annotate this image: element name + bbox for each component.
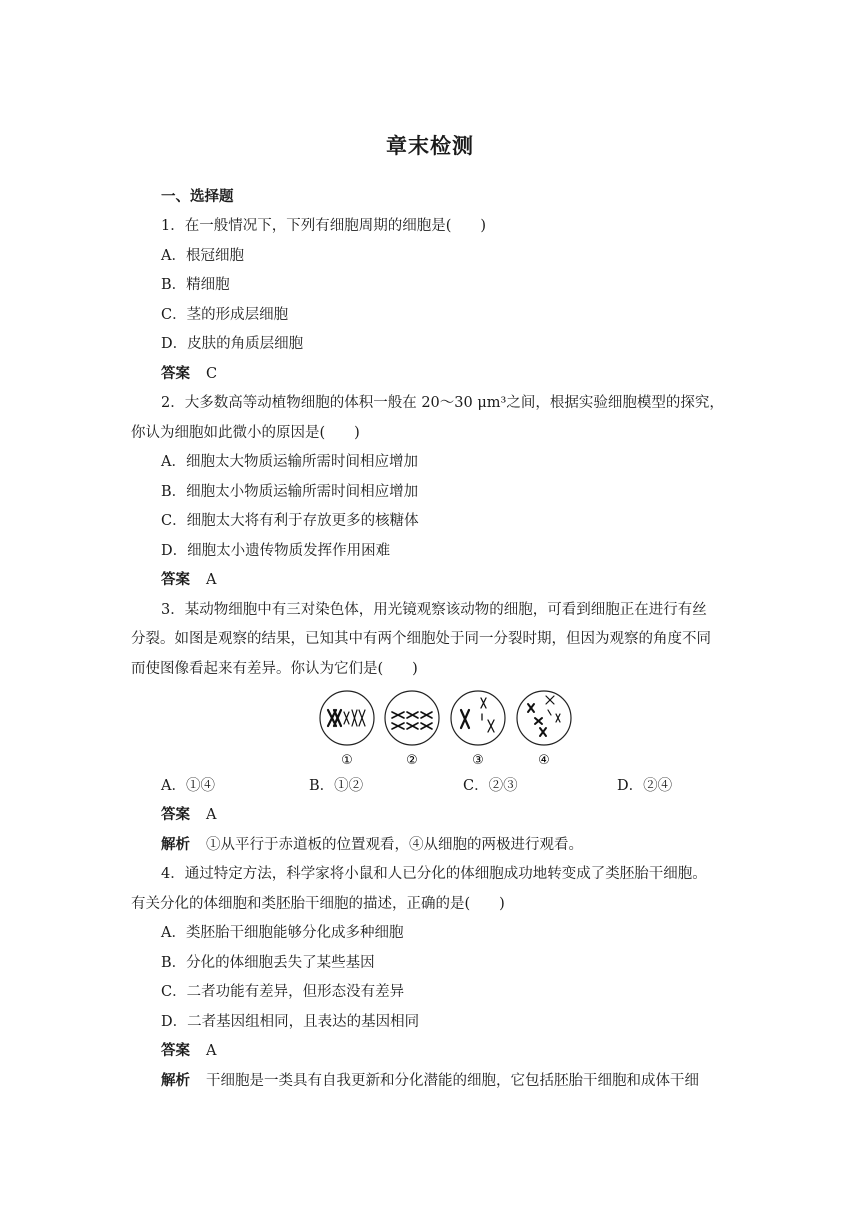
q3-stem-line1: 3．某动物细胞中有三对染色体，用光镜观察该动物的细胞，可看到细胞正在进行有丝 (161, 602, 707, 618)
q4-answer (161, 1041, 216, 1061)
q3-answer-label: 答案 (161, 807, 190, 823)
q3-analysis-text: ①从平行于赤道板的位置观看，④从细胞的两极进行观看。 (206, 837, 583, 853)
q2-answer-label: 答案 (161, 572, 190, 588)
q4-stem-line2: 有关分化的体细胞和类胚胎干细胞的描述，正确的是( ) (131, 896, 505, 912)
q2-answer-value: A (206, 572, 217, 588)
page-title: 章末检测 (386, 134, 474, 158)
q3-option-a: A．①④ (161, 778, 215, 794)
q1-option-a: A．根冠细胞 (161, 248, 244, 264)
q4-analysis (161, 1071, 699, 1091)
cell-4-image (517, 691, 571, 745)
q4-answer-label: 答案 (161, 1043, 190, 1059)
q4-option-c: C．二者功能有差异，但形态没有差异 (161, 984, 405, 1000)
q3-answer-value: A (206, 807, 217, 823)
q3-option-d: D．②④ (617, 778, 673, 794)
figure-label-2: ② (406, 753, 418, 768)
q3-stem-line2: 分裂。如图是观察的结果，已知其中有两个细胞处于同一分裂时期，但因为观察的角度不同 (131, 631, 711, 647)
mitosis-cells-figure (316, 688, 586, 770)
q2-option-d: D．细胞太小遗传物质发挥作用困难 (161, 543, 391, 559)
q1-answer (161, 364, 217, 384)
q4-option-b: B．分化的体细胞丢失了某些基因 (161, 955, 375, 971)
q4-analysis-label: 解析 (161, 1073, 190, 1089)
figure-label-3: ③ (472, 753, 484, 768)
q2-stem-line2: 你认为细胞如此微小的原因是( ) (131, 425, 360, 441)
q1-option-d: D．皮肤的角质层细胞 (161, 336, 304, 352)
q3-analysis (161, 835, 583, 855)
q2-option-a: A．细胞太大物质运输所需时间相应增加 (161, 454, 418, 470)
q2-option-c: C．细胞太大将有利于存放更多的核糖体 (161, 513, 419, 529)
q2-option-b: B．细胞太小物质运输所需时间相应增加 (161, 484, 419, 500)
q3-answer (161, 805, 216, 825)
q4-stem-line1: 4．通过特定方法，科学家将小鼠和人已分化的体细胞成功地转变成了类胚胎干细胞。 (161, 866, 707, 882)
q1-option-b: B．精细胞 (161, 277, 230, 293)
q3-analysis-label: 解析 (161, 837, 190, 853)
q2-answer (161, 570, 216, 590)
section-heading: 一、选择题 (161, 189, 234, 205)
q1-answer-label: 答案 (161, 366, 190, 382)
q1-answer-value: C (206, 366, 218, 382)
figure-label-4: ④ (538, 753, 550, 768)
q2-stem-line1: 2．大多数高等动植物细胞的体积一般在 20～30 μm³之间，根据实验细胞模型的探究， (161, 395, 724, 411)
cell-1-image (320, 691, 374, 745)
q4-analysis-text: 干细胞是一类具有自我更新和分化潜能的细胞，它包括胚胎干细胞和成体干细 (206, 1073, 699, 1089)
q4-option-d: D．二者基因组相同，且表达的基因相同 (161, 1014, 420, 1030)
q4-option-a: A．类胚胎干细胞能够分化成多种细胞 (161, 925, 404, 941)
cell-3-image (451, 691, 505, 745)
q1-stem: 1．在一般情况下，下列有细胞周期的细胞是( ) (161, 218, 487, 234)
q3-option-c: C．②③ (463, 778, 518, 794)
q3-stem-line3: 而使图像看起来有差异。你认为它们是( ) (131, 661, 418, 677)
q3-option-b: B．①② (309, 778, 364, 794)
cell-2-image (385, 691, 439, 745)
q4-answer-value: A (206, 1043, 217, 1059)
q1-option-c: C．茎的形成层细胞 (161, 307, 289, 323)
figure-label-1: ① (341, 753, 353, 768)
